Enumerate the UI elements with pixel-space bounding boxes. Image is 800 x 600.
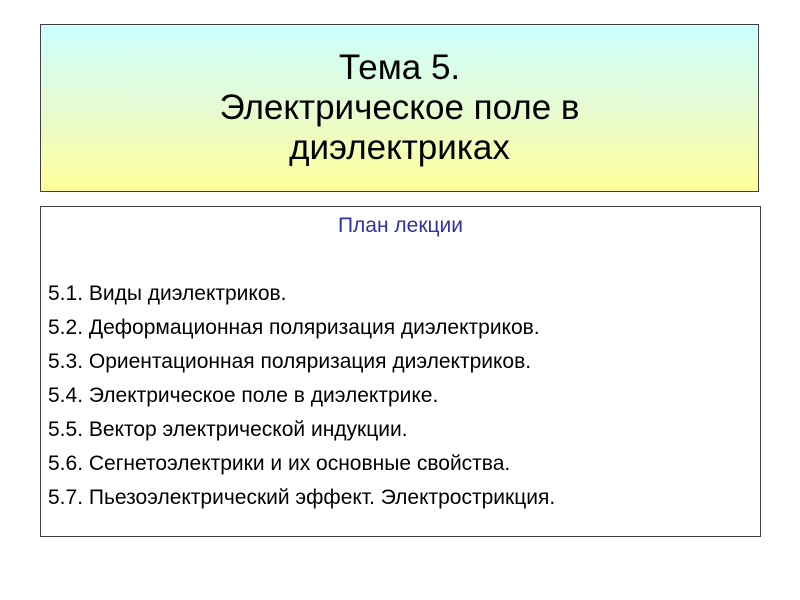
plan-item-5-5: 5.5. Вектор электрической индукции. (48, 418, 408, 441)
plan-item-5-7: 5.7. Пьезоэлектрический эффект. Электрострикция. (48, 486, 556, 509)
slide-title-box (40, 24, 759, 192)
blank-line (48, 239, 760, 277)
plan-item-5-1: 5.1. Виды диэлектриков. (48, 282, 287, 305)
lecture-plan-box (40, 206, 761, 537)
plan-item-5-2: 5.2. Деформационная поляризация диэлектриков. (48, 316, 540, 339)
slide-title-line-3: диэлектриках (289, 128, 510, 167)
lecture-plan-list (48, 277, 760, 515)
plan-item-5-4: 5.4. Электрическое поле в диэлектрике. (48, 384, 439, 407)
plan-item-5-6: 5.6. Сегнетоэлектрики и их основные свойства. (48, 452, 511, 475)
lecture-plan-heading: План лекции (337, 214, 464, 237)
slide-title-line-2: Электрическое поле в (219, 88, 580, 127)
slide-title-line-1: Тема 5. (338, 48, 461, 87)
plan-item-5-3: 5.3. Ориентационная поляризация диэлектриков. (48, 350, 532, 373)
